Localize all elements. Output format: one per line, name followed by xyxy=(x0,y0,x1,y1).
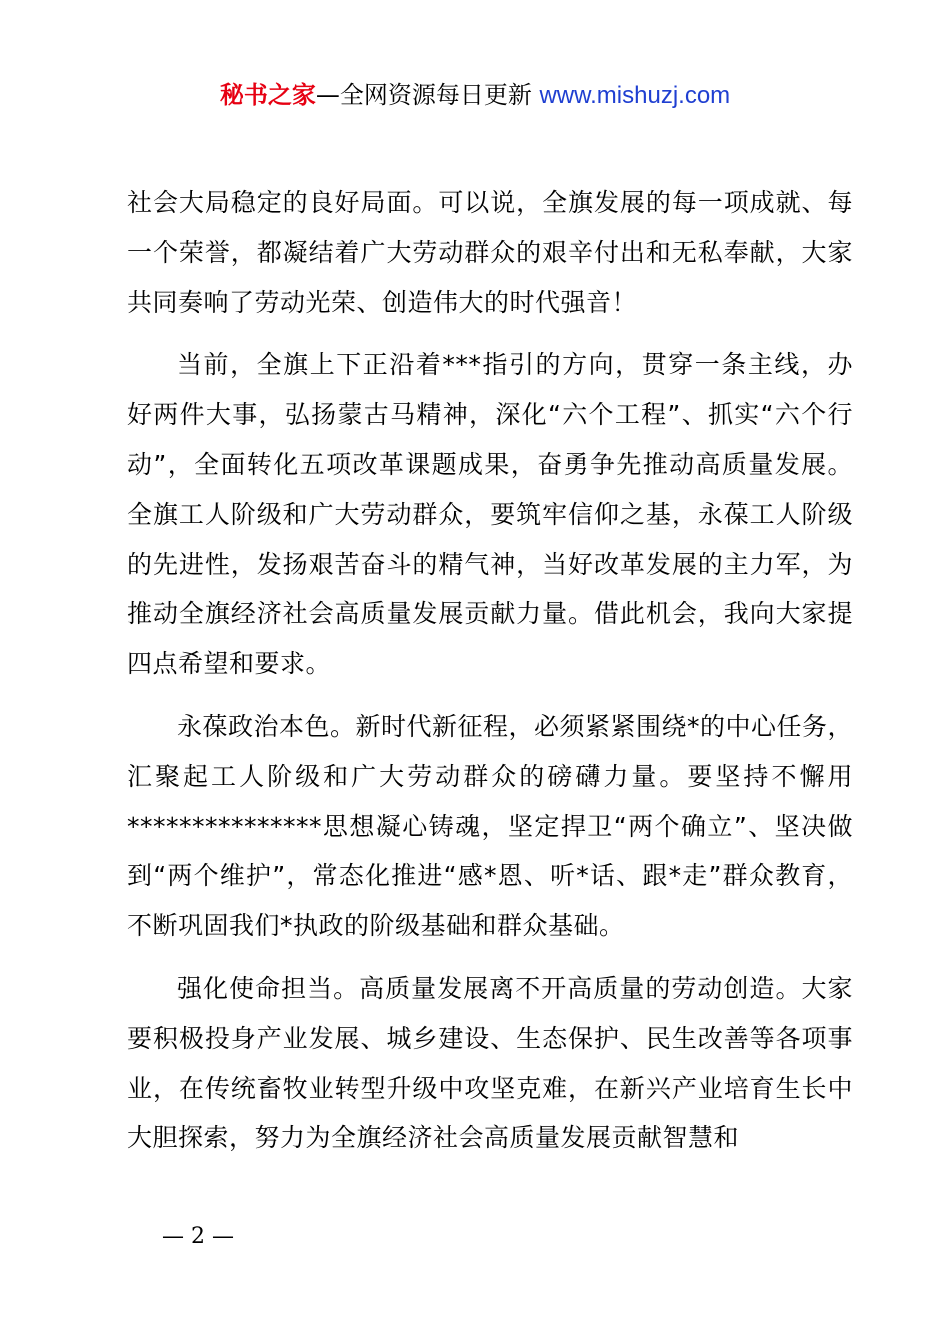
paragraph-4: 强化使命担当。高质量发展离不开高质量的劳动创造。大家要积极投身产业发展、城乡建设、生态保护、民生改善等各项事业，在传统畜牧业转型升级中攻坚克难，在新兴产业培育生长中大胆探索，努力为全旗经济社会高质量发展贡献智慧和 xyxy=(127,973,853,1153)
header-tagline: —全网资源每日更新 xyxy=(315,81,532,109)
paragraph-1: 社会大局稳定的良好局面。可以说，全旗发展的每一项成就、每一个荣誉，都凝结着广大劳动群众的艰辛付出和无私奉献，大家共同奏响了劳动光荣、创造伟大的时代强音！ xyxy=(127,188,853,317)
document-body xyxy=(127,178,853,1163)
header-url[interactable]: www.mishuzj.com xyxy=(539,82,731,109)
paragraph-2: 当前，全旗上下正沿着***指引的方向，贯穿一条主线，办好两件大事，弘扬蒙古马精神，深化“六个工程”、抓实“六个行动”，全面转化五项改革课题成果，奋勇争先推动高质量发展。全旗工人阶级和广大劳动群众，要筑牢信仰之基，永葆工人阶级的先进性，发扬艰苦奋斗的精气神，当好改革发展的主力军，为推动全旗经济社会高质量发展贡献力量。借此机会，我向大家提四点希望和要求。 xyxy=(127,350,853,679)
paragraph-3: 永葆政治本色。新时代新征程，必须紧紧围绕*的中心任务，汇聚起工人阶级和广大劳动群众的磅礴力量。要坚持不懈用***************思想凝心铸魂，坚定捍卫“两个确立”、坚决做到“两个维护”，常态化推进“感*恩、听*话、跟*走”群众教育，不断巩固我们*执政的阶级基础和群众基础。 xyxy=(127,711,854,941)
header-brand: 秘书之家 xyxy=(219,81,316,109)
page-number: — 2 — xyxy=(162,1224,234,1249)
document-header xyxy=(0,78,950,113)
